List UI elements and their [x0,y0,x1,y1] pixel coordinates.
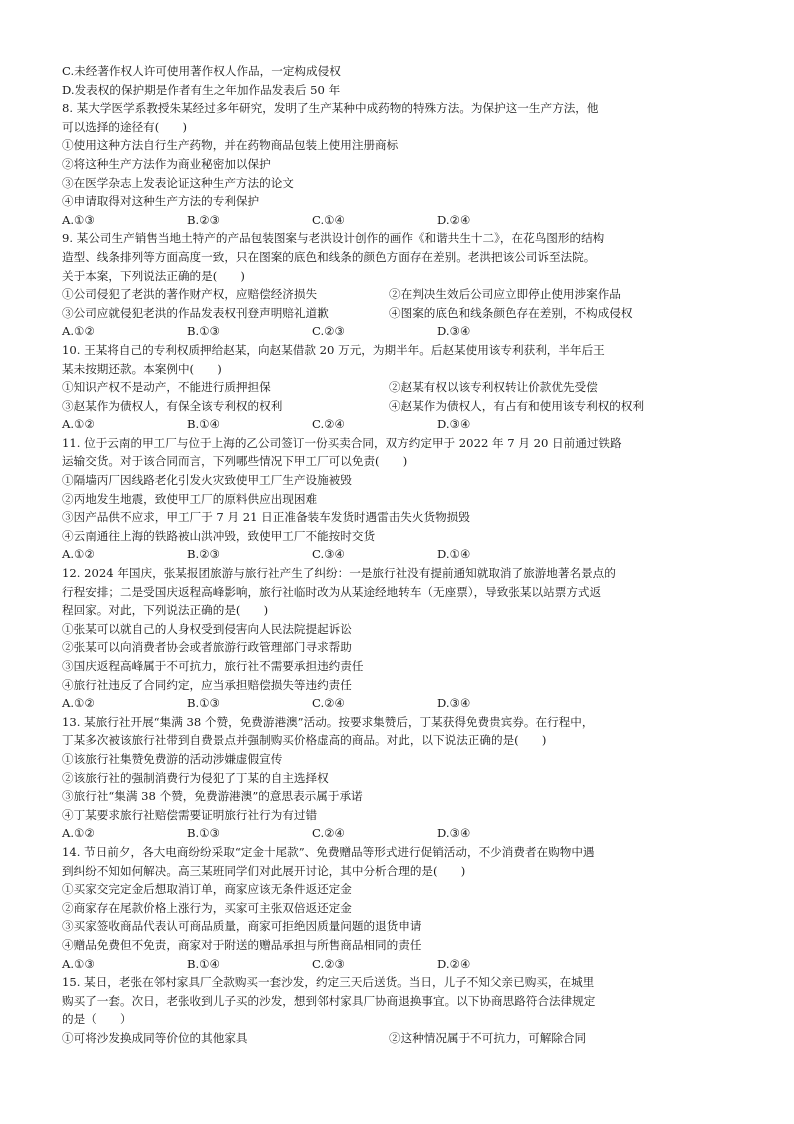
answer-options [62,545,742,564]
statement-item: ②这种情况属于不可抗力，可解除合同 [389,1030,587,1045]
option-c: C.①④ [312,212,345,227]
question-10 [62,341,742,434]
question-stem: 行程安排；二是受国庆返程高峰影响，旅行社临时改为从某途经地转车（无座票），导致张某以站票方式返 [62,584,602,599]
question-stem: 可以选择的途径有( ) [62,119,187,134]
option-a: A.①② [62,826,95,841]
option-line: C.未经著作权人许可使用著作权人作品，一定构成侵权 [62,64,341,78]
statement-item: ①张某可以就自己的人身权受到侵害向人民法院提起诉讼 [62,621,352,636]
statement-item: ①公司侵犯了老洪的著作财产权，应赔偿经济损失 [62,287,318,302]
question-15 [62,973,742,1047]
question-stem: 15. 某日，老张在邻村家具厂全款购买一套沙发，约定三天后送货。当日，儿子不知父亲已购买，在城里 [62,975,595,990]
question-stem: 购买了一套。次日，老张收到儿子买的沙发，想到邻村家具厂协商退换事宜。以下协商思路符合法律规定 [62,993,596,1008]
answer-options [62,322,742,341]
option-b: B.②③ [187,212,220,227]
question-stem: 丁某多次被该旅行社带到自费景点并强制购买价格虚高的商品。对此，以下说法正确的是( ) [62,733,547,748]
statement-pair [62,397,742,416]
statement-item: ④赠品免费但不免责，商家对于附送的赠品承担与所售商品相同的责任 [62,937,422,952]
option-c: C.②④ [312,417,345,432]
option-c: C.②④ [312,826,345,841]
question-stem: 13. 某旅行社开展“集满 38 个赞，免费游港澳”活动。按要求集赞后，丁某获得免费贵宾券。在行程中， [62,714,594,729]
question-stem: 11. 位于云南的甲工厂与位于上海的乙公司签订一份买卖合同，双方约定甲于 2022 年 7 月 20 日前通过铁路 [62,435,622,450]
statement-item: ③旅行社“集满 38 个赞，免费游港澳”的意思表示属于承诺 [62,789,363,804]
question-12 [62,564,742,713]
option-c: C.②③ [312,324,345,339]
option-a: A.①② [62,324,95,339]
statement-item: ①可将沙发换成同等价位的其他家具 [62,1030,248,1045]
option-a: A.①② [62,547,95,562]
question-stem: 12. 2024 年国庆，张某报团旅游与旅行社产生了纠纷：一是旅行社没有提前通知就取消了旅游地著名景点的 [62,566,616,581]
answer-options [62,694,742,713]
question-stem: 9. 某公司生产销售当地土特产的产品包装图案与老洪设计创作的画作《和谐共生十二》，在花鸟图形的结构 [62,231,605,246]
question-stem: 程回家。对此，下列说法正确的是( ) [62,603,269,618]
answer-options [62,211,742,230]
statement-item: ③公司应就侵犯老洪的作品发表权刊登声明赔礼道歉 [62,305,329,320]
option-b: B.①④ [187,417,220,432]
option-d: D.③④ [437,324,471,339]
option-a: A.①③ [62,956,95,971]
statement-item: ①隔墙丙厂因线路老化引发火灾致使甲工厂生产设施被毁 [62,473,352,488]
statement-item: ①使用这种方法自行生产药物，并在药物商品包装上使用注册商标 [62,138,399,153]
statement-item: ②赵某有权以该专利权转让价款优先受偿 [389,380,598,395]
question-13 [62,713,742,843]
option-a: A.①② [62,417,95,432]
statement-item: ③国庆返程高峰属于不可抗力，旅行社不需要承担违约责任 [62,659,364,673]
question-stem: 的是（ ） [62,1012,132,1027]
statement-item: ②商家存在尾款价格上涨行为，买家可主张双倍返还定金 [62,900,352,915]
answer-options [62,955,742,974]
statement-item: ④丁某要求旅行社赔偿需要证明旅行社行为有过错 [62,807,318,822]
option-c: C.②③ [312,956,345,971]
statement-pair [62,304,742,323]
option-c: C.②④ [312,696,345,711]
statement-item: ②丙地发生地震，致使甲工厂的原料供应出现困难 [62,491,318,506]
statement-item: ①买家交完定金后想取消订单，商家应该无条件返还定金 [62,882,352,897]
option-line: D.发表权的保护期是作者有生之年加作品发表后 50 年 [62,82,341,97]
option-d: D.①④ [437,547,471,562]
statement-pair [62,1029,742,1048]
option-d: D.③④ [437,826,471,841]
statement-item: ②张某可以向消费者协会或者旅游行政管理部门寻求帮助 [62,640,352,655]
statement-item: ②该旅行社的强制消费行为侵犯了丁某的自主选择权 [62,770,329,785]
statement-item: ④云南通往上海的铁路被山洪冲毁，致使甲工厂不能按时交货 [62,528,376,543]
statement-item: ④图案的底色和线条颜色存在差别，不构成侵权 [389,305,633,320]
option-b: B.②③ [187,547,220,562]
statement-item: ②将这种生产方法作为商业秘密加以保护 [62,156,271,171]
question-stem: 8. 某大学医学系教授朱某经过多年研究，发明了生产某种中成药物的特殊方法。为保护这一生产方法，他 [62,101,599,116]
statement-pair [62,285,742,304]
option-b: B.①③ [187,324,220,339]
statement-item: ③因产品供不应求，甲工厂于 7 月 21 日正准备装车发货时遇雷击失火货物损毁 [62,510,470,525]
option-b: B.①③ [187,826,220,841]
option-d: D.③④ [437,696,471,711]
statement-item: ③买家签收商品代表认可商品质量，商家可拒绝因质量问题的退货申请 [62,919,422,934]
option-d: D.②④ [437,212,471,227]
option-b: B.①③ [187,696,220,711]
statement-item: ④赵某作为债权人，有占有和使用该专利权的权利 [389,398,645,413]
statement-item: ①知识产权不是动产，不能进行质押担保 [62,380,271,395]
option-b: B.①④ [187,956,220,971]
option-c: C.③④ [312,547,345,562]
statement-item: ③赵某作为债权人，有保全该专利权的权利 [62,398,283,413]
question-8 [62,99,742,229]
question-stem: 运输交货。对于该合同而言，下列哪些情况下甲工厂可以免责( ) [62,454,408,469]
question-11 [62,434,742,564]
exam-page [62,62,742,1047]
statement-item: ②在判决生效后公司应立即停止使用涉案作品 [389,287,621,302]
question-stem: 造型、线条排列等方面高度一致，只在图案的底色和线条的颜色方面存在差别。老洪把该公司诉至法院。 [62,249,596,264]
question-14 [62,843,742,973]
question-stem: 14. 节日前夕，各大电商纷纷采取“定金十尾款”、免费赠品等形式进行促销活动，不少消费者在购物中遇 [62,844,595,859]
statement-item: ④申请取得对这种生产方法的专利保护 [62,194,260,209]
option-d: D.③④ [437,417,471,432]
statement-item: ③在医学杂志上发表论证这种生产方法的论文 [62,175,294,190]
option-a: A.①② [62,696,95,711]
statement-item: ④旅行社违反了合同约定，应当承担赔偿损失等违约责任 [62,677,352,692]
question-stem: 某未按期还款。本案例中( ) [62,361,222,376]
answer-options [62,415,742,434]
question-stem: 关于本案，下列说法正确的是( ) [62,268,245,283]
answer-options [62,824,742,843]
statement-pair [62,378,742,397]
question-9 [62,229,742,341]
statement-item: ①该旅行社集赞免费游的活动涉嫌虚假宣传 [62,751,283,766]
question-stem: 到纠纷不知如何解决。高三某班同学们对此展开讨论，其中分析合理的是( ) [62,863,466,878]
option-d: D.②④ [437,956,471,971]
option-a: A.①③ [62,212,95,227]
question-stem: 10. 王某将自己的专利权质押给赵某，向赵某借款 20 万元，为期半年。后赵某使用该专利获利，半年后王 [62,342,605,357]
